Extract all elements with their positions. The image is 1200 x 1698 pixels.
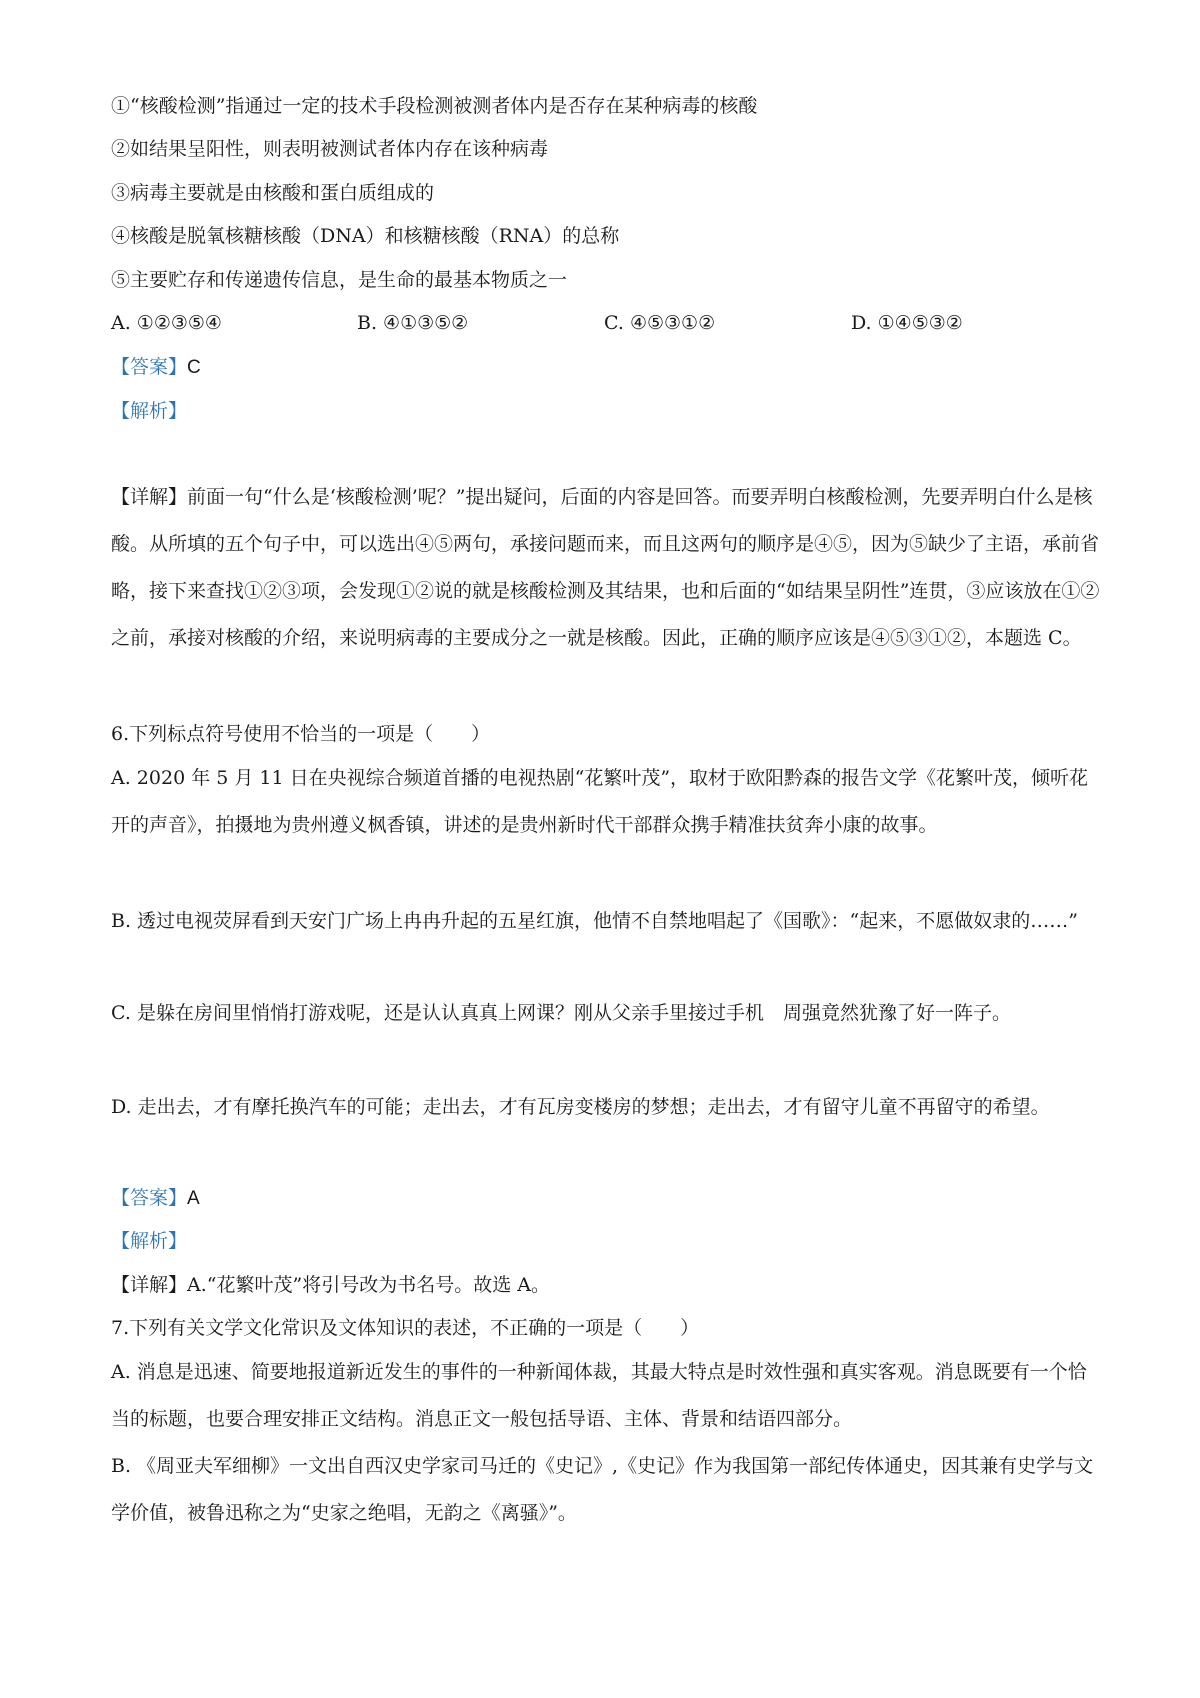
q5-item-3: ③病毒主要就是由核酸和蛋白质组成的 xyxy=(111,182,435,204)
q5-analysis-label: 【解析】 xyxy=(111,400,188,422)
q5-item-1: ①“核酸检测”指通过一定的技术手段检测被测者体内是否存在某种病毒的核酸 xyxy=(111,95,758,117)
q6-option-a: A. 2020 年 5 月 11 日在央视综合频道首播的电视热剧“花繁叶茂”，取材于欧阳黔森的报告文学《花繁叶茂，倾听花开的声音》，拍摄地为贵州遵义枫香镇，讲述的是贵州新时代干部群众携手精准扶贫奔小康的故事。 xyxy=(111,767,1089,836)
q5-item-2: ②如结果呈阳性，则表明被测试者体内存在该种病毒 xyxy=(111,138,549,160)
answer-label: 【答案】 xyxy=(111,1187,188,1209)
q6-option-d: D. 走出去，才有摩托换汽车的可能；走出去，才有瓦房变楼房的梦想；走出去，才有留守儿童不再留守的希望。 xyxy=(111,1096,1050,1118)
q6-answer xyxy=(111,1184,1101,1213)
q7-option-b: B. 《周亚夫军细柳》一文出自西汉史学家司马迁的《史记》,《史记》作为我国第一部纪传体通史，因其兼有史学与文学价值，被鲁迅称之为“史家之绝唱，无韵之《离骚》”。 xyxy=(111,1455,1094,1524)
q5-option-d: D. ①④⑤③② xyxy=(851,312,963,334)
q5-detail: 【详解】前面一句“什么是‘核酸检测’呢？”提出疑问，后面的内容是回答。而要弄明白核酸检测，先要弄明白什么是核酸。从所填的五个句子中，可以选出④⑤两句，承接问题而来，而且这两句的顺序是④⑤，因为⑤缺少了主语，承前省略，接下来查找①②③项，会发现①②说的就是核酸检测及其结果，也和后面的“如结果呈阴性”连贯，③应该放在①②之前，承接对核酸的介绍，来说明病毒的主要成分之一就是核酸。因此，正确的顺序应该是④⑤③①②，本题选 C。 xyxy=(111,486,1100,649)
answer-value: C xyxy=(187,357,201,378)
q5-answer xyxy=(111,353,1101,382)
q6-option-c: C. 是躲在房间里悄悄打游戏呢，还是认认真真上网课？刚从父亲手里接过手机 周强竟然犹豫了好一阵子。 xyxy=(111,1002,1011,1024)
q6-stem: 6.下列标点符号使用不恰当的一项是（ ） xyxy=(111,723,491,745)
answer-label: 【答案】 xyxy=(111,356,188,378)
q6-analysis-label: 【解析】 xyxy=(111,1230,188,1252)
q6-option-b: B. 透过电视荧屏看到天安门广场上冉冉升起的五星红旗，他情不自禁地唱起了《国歌》：“起来，不愿做奴隶的……” xyxy=(111,910,1078,932)
q5-option-a: A. ①②③⑤④ xyxy=(111,312,222,334)
answer-value: A xyxy=(187,1188,200,1209)
q5-option-b: B. ④①③⑤② xyxy=(357,312,469,334)
q7-option-a: A. 消息是迅速、简要地报道新近发生的事件的一种新闻体裁，其最大特点是时效性强和真实客观。消息既要有一个恰当的标题，也要合理安排正文结构。消息正文一般包括导语、主体、背景和结语四部分。 xyxy=(111,1361,1087,1430)
q6-detail: 【详解】A.“花繁叶茂”将引号改为书名号。故选 A。 xyxy=(111,1274,550,1296)
q5-item-4: ④核酸是脱氧核糖核酸（DNA）和核糖核酸（RNA）的总称 xyxy=(111,225,620,247)
q5-option-c: C. ④⑤③①② xyxy=(604,312,716,334)
q5-item-5: ⑤主要贮存和传递遗传信息，是生命的最基本物质之一 xyxy=(111,269,568,291)
q7-stem: 7.下列有关文学文化常识及文体知识的表述，不正确的一项是（ ） xyxy=(111,1317,700,1339)
